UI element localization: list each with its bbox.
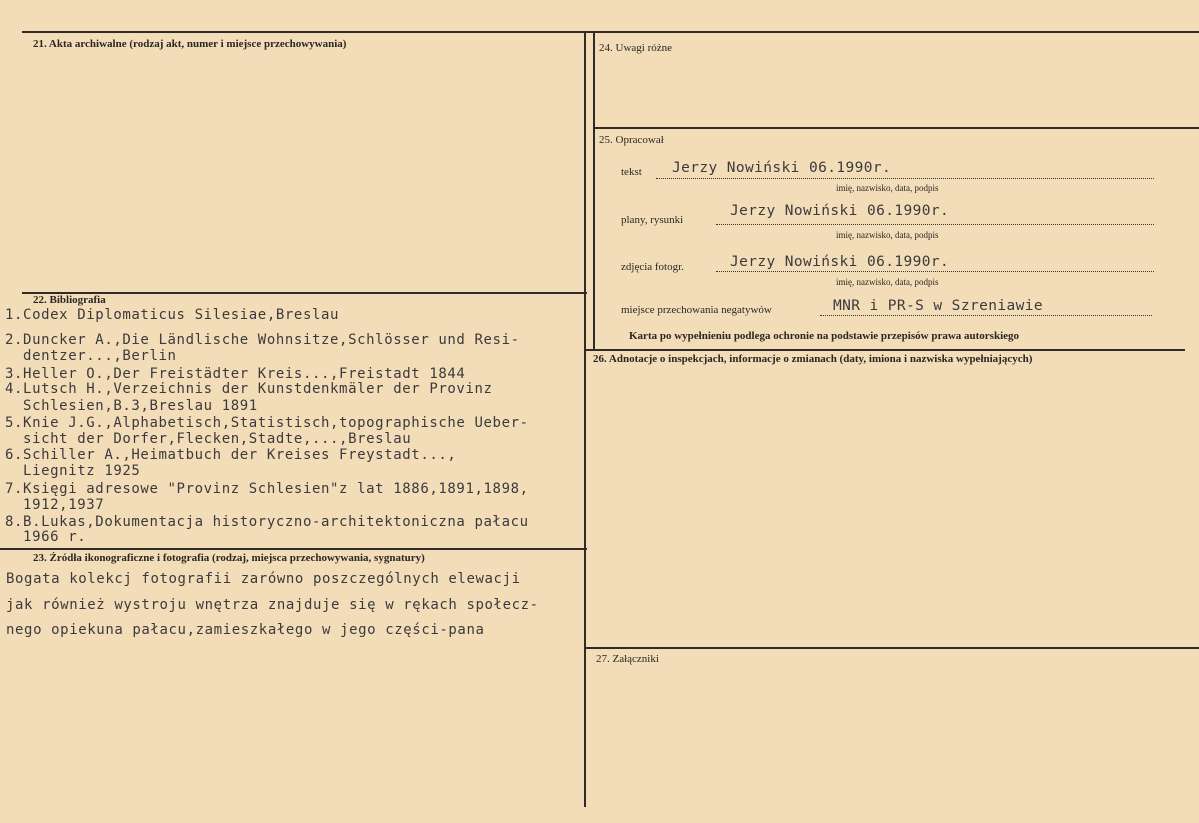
sources-line: jak również wystroju wnętrza znajduje się w rękach społecz- xyxy=(6,597,539,613)
top-border xyxy=(22,31,1199,33)
bibliography-line: sicht der Dorfer,Flecken,Stadte,...,Breslau xyxy=(5,431,412,447)
section-21-label: 21. Akta archiwalne (rodzaj akt, numer i miejsce przechowywania) xyxy=(33,38,347,50)
bibliography-line: 1912,1937 xyxy=(5,497,105,513)
section-22-label: 22. Bibliografia xyxy=(33,294,106,306)
tekst-underline xyxy=(656,178,1154,179)
plany-caption: imię, nazwisko, data, podpis xyxy=(836,230,939,240)
plany-underline xyxy=(716,224,1154,225)
divider-25-26 xyxy=(584,349,1185,351)
zdjecia-underline xyxy=(716,271,1154,272)
sources-line: nego opiekuna pałacu,zamieszkałego w jego części-pana xyxy=(6,622,485,638)
bibliography-line: 8.B.Lukas,Dokumentacja historyczno-architektoniczna pałacu xyxy=(5,514,529,530)
bibliography-line: 6.Schiller A.,Heimatbuch der Kreises Freystadt..., xyxy=(5,447,457,463)
tekst-label: tekst xyxy=(621,166,642,178)
divider-21-22 xyxy=(22,292,587,294)
sources-line: Bogata kolekcj fotografii zarówno poszczególnych elewacji xyxy=(6,571,521,587)
section-24-label: 24. Uwagi różne xyxy=(599,42,673,54)
negatywy-value: MNR i PR-S w Szreniawie xyxy=(833,298,1043,314)
copyright-notice: Karta po wypełnieniu podlega ochronie na podstawie przepisów prawa autorskiego xyxy=(629,330,1020,342)
bibliography-line: 1.Codex Diplomaticus Silesiae,Breslau xyxy=(5,307,340,323)
bibliography-line: 7.Księgi adresowe "Provinz Schlesien"z lat 1886,1891,1898, xyxy=(5,481,529,497)
negatywy-label: miejsce przechowania negatywów xyxy=(621,304,772,316)
zdjecia-label: zdjęcia fotogr. xyxy=(621,261,684,273)
divider-24-25 xyxy=(593,127,1199,129)
bibliography-line: dentzer...,Berlin xyxy=(5,348,177,364)
section-25-label: 25. Opracował xyxy=(599,134,664,146)
bibliography-line: 5.Knie J.G.,Alphabetisch,Statistisch,topographische Ueber- xyxy=(5,415,529,431)
section-26-label: 26. Adnotacje o inspekcjach, informacje o zmianach (daty, imiona i nazwiska wypełniających) xyxy=(593,353,1033,365)
tekst-caption: imię, nazwisko, data, podpis xyxy=(836,183,939,193)
negatywy-underline xyxy=(820,315,1152,316)
section-27-label: 27. Załączniki xyxy=(596,653,659,665)
bibliography-line: Schlesien,B.3,Breslau 1891 xyxy=(5,398,258,414)
bibliography-line: 1966 r. xyxy=(5,529,87,545)
center-divider xyxy=(584,31,586,807)
bibliography-line: 3.Heller O.,Der Freistädter Kreis...,Freistadt 1844 xyxy=(5,366,466,382)
right-column-rule xyxy=(593,31,595,351)
bibliography-line: 2.Duncker A.,Die Ländlische Wohnsitze,Schlösser und Resi- xyxy=(5,332,520,348)
divider-26-27 xyxy=(584,647,1199,649)
zdjecia-caption: imię, nazwisko, data, podpis xyxy=(836,277,939,287)
section-23-label: 23. Źródła ikonograficzne i fotografia (rodzaj, miejsca przechowywania, sygnatury) xyxy=(33,552,425,564)
bibliography-line: 4.Lutsch H.,Verzeichnis der Kunstdenkmäler der Provinz xyxy=(5,381,493,397)
bibliography-line: Liegnitz 1925 xyxy=(5,463,141,479)
plany-value: Jerzy Nowiński 06.1990r. xyxy=(730,203,950,219)
tekst-value: Jerzy Nowiński 06.1990r. xyxy=(672,160,892,176)
divider-22-23 xyxy=(0,548,587,550)
plany-label: plany, rysunki xyxy=(621,214,684,226)
zdjecia-value: Jerzy Nowiński 06.1990r. xyxy=(730,254,950,270)
